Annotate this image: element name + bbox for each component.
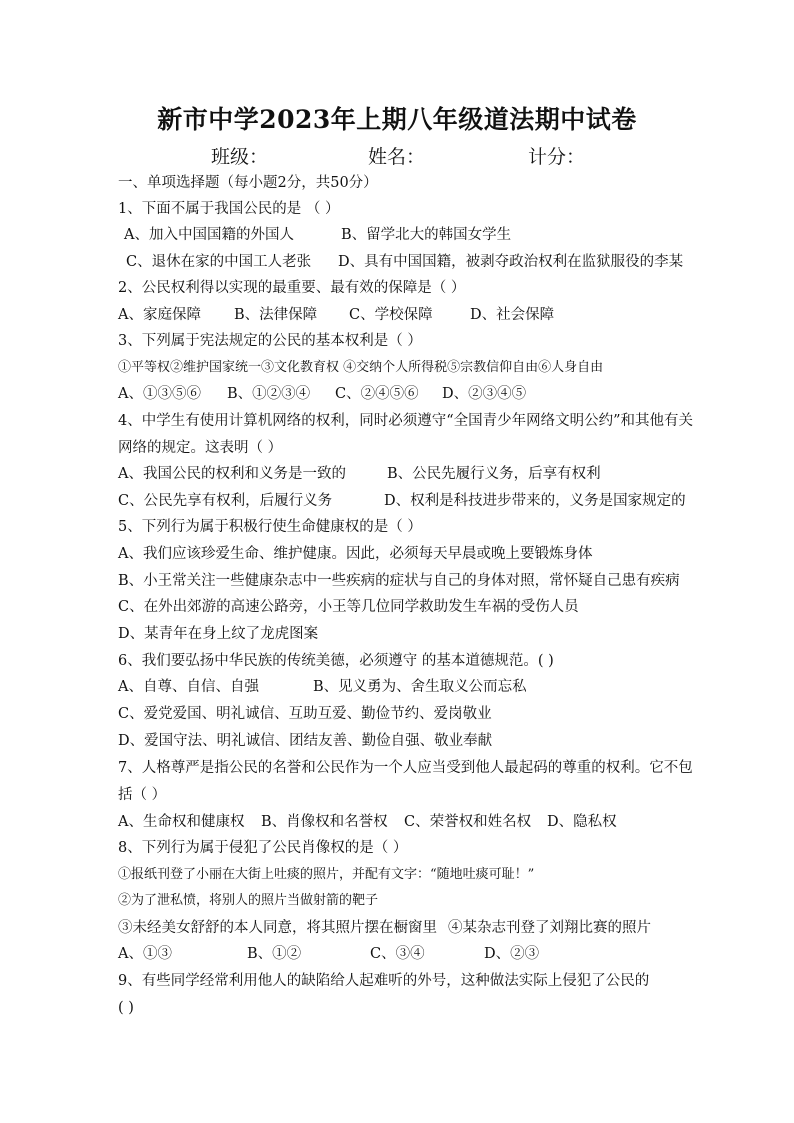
q8-option-c: C、③④ [370, 946, 425, 962]
q3-items: ①平等权②维护国家统一③文化教育权 ④交纳个人所得税⑤宗教信仰自由⑥人身自由 [118, 360, 604, 375]
q7-stem-line2: 括（ ） [118, 787, 167, 803]
q5-option-d: D、某青年在身上纹了龙虎图案 [118, 626, 319, 642]
q3-option-b: B、①②③④ [227, 386, 311, 402]
q8-item-2: ②为了泄私愤，将别人的照片当做射箭的靶子 [118, 893, 379, 908]
q4-option-c: C、公民先享有权利，后履行义务 [118, 493, 333, 509]
q4-option-a: A、我国公民的权利和义务是一致的 [118, 466, 346, 482]
q8-option-a: A、①③ [118, 946, 172, 962]
q5-option-a: A、我们应该珍爱生命、维护健康。因此，必须每天早晨或晚上要锻炼身体 [118, 546, 593, 562]
score-label: 计分： [528, 146, 586, 168]
q3-stem: 3、下列属于宪法规定的公民的基本权利是（ ） [118, 333, 422, 349]
q7-option-d: D、隐私权 [547, 814, 617, 830]
q2-option-c: C、学校保障 [349, 307, 433, 323]
q1-option-a: A、加入中国国籍的外国人 [124, 227, 294, 243]
q7-option-b: B、肖像权和名誉权 [261, 814, 388, 830]
q3-option-c: C、②④⑤⑥ [335, 386, 419, 402]
q8-item-4: ④某杂志刊登了刘翔比赛的照片 [448, 920, 651, 936]
class-label: 班级： [211, 146, 269, 168]
q8-item-1: ①报纸刊登了小丽在大街上吐痰的照片，并配有文字：“随地吐痰可耻！” [118, 867, 535, 882]
q2-option-b: B、法律保障 [234, 307, 318, 323]
q5-option-b: B、小王常关注一些健康杂志中一些疾病的症状与自己的身体对照，常怀疑自己患有疾病 [118, 573, 680, 589]
q9-stem-line1: 9、有些同学经常利用他人的缺陷给人起难听的外号，这种做法实际上侵犯了公民的 [118, 973, 650, 989]
q4-stem-line1: 4、中学生有使用计算机网络的权利，同时必须遵守“全国青少年网络文明公约”和其他有关 [118, 413, 694, 429]
q7-option-a: A、生命权和健康权 [118, 814, 245, 830]
q2-option-d: D、社会保障 [470, 307, 555, 323]
q1-option-c: C、退休在家的中国工人老张 [126, 254, 312, 270]
q7-stem-line1: 7、人格尊严是指公民的名誉和公民作为一个人应当受到他人最起码的尊重的权利。它不包 [118, 760, 693, 776]
q1-option-d: D、具有中国国籍，被剥夺政治权利在监狱服役的李某 [338, 254, 684, 270]
q9-stem-line2: ( ) [118, 1000, 134, 1016]
q8-stem: 8、下列行为属于侵犯了公民肖像权的是（ ） [118, 840, 408, 856]
q6-option-d: D、爱国守法、明礼诚信、团结友善、勤俭自强、敬业奉献 [118, 733, 493, 749]
q3-option-a: A、①③⑤⑥ [118, 386, 201, 402]
q8-item-3: ③未经美女舒舒的本人同意，将其照片摆在橱窗里 [118, 920, 437, 936]
q6-stem: 6、我们要弘扬中华民族的传统美德，必须遵守 的基本道德规范。( ) [118, 653, 554, 669]
q6-option-a: A、自尊、自信、自强 [118, 679, 259, 695]
q8-option-d: D、②③ [484, 946, 540, 962]
q1-stem: 1、下面不属于我国公民的是 （ ） [118, 201, 340, 217]
q4-option-b: B、公民先履行义务，后享有权利 [387, 466, 601, 482]
q2-stem: 2、公民权利得以实现的最重要、最有效的保障是（ ） [118, 280, 466, 296]
q6-option-b: B、见义勇为、舍生取义公而忘私 [313, 679, 527, 695]
q1-option-b: B、留学北大的韩国女学生 [341, 227, 512, 243]
exam-title: 新市中学2023年上期八年级道法期中试卷 [157, 105, 637, 134]
name-label: 姓名： [368, 146, 426, 168]
q5-stem: 5、下列行为属于积极行使生命健康权的是（ ） [118, 519, 422, 535]
q4-stem-line2: 网络的规定。这表明（ ） [118, 440, 283, 456]
q3-option-d: D、②③④⑤ [442, 386, 527, 402]
q6-option-c: C、爱党爱国、明礼诚信、互助互爱、勤俭节约、爱岗敬业 [118, 706, 492, 722]
q8-option-b: B、①② [247, 946, 302, 962]
section-heading: 一、单项选择题（每小题2分，共50分） [118, 175, 378, 191]
q2-option-a: A、家庭保障 [118, 307, 201, 323]
q5-option-c: C、在外出郊游的高速公路旁，小王等几位同学救助发生车祸的受伤人员 [118, 599, 579, 615]
q4-option-d: D、权利是科技进步带来的，义务是国家规定的 [384, 493, 686, 509]
q7-option-c: C、荣誉权和姓名权 [404, 814, 532, 830]
student-info-line [0, 142, 794, 166]
